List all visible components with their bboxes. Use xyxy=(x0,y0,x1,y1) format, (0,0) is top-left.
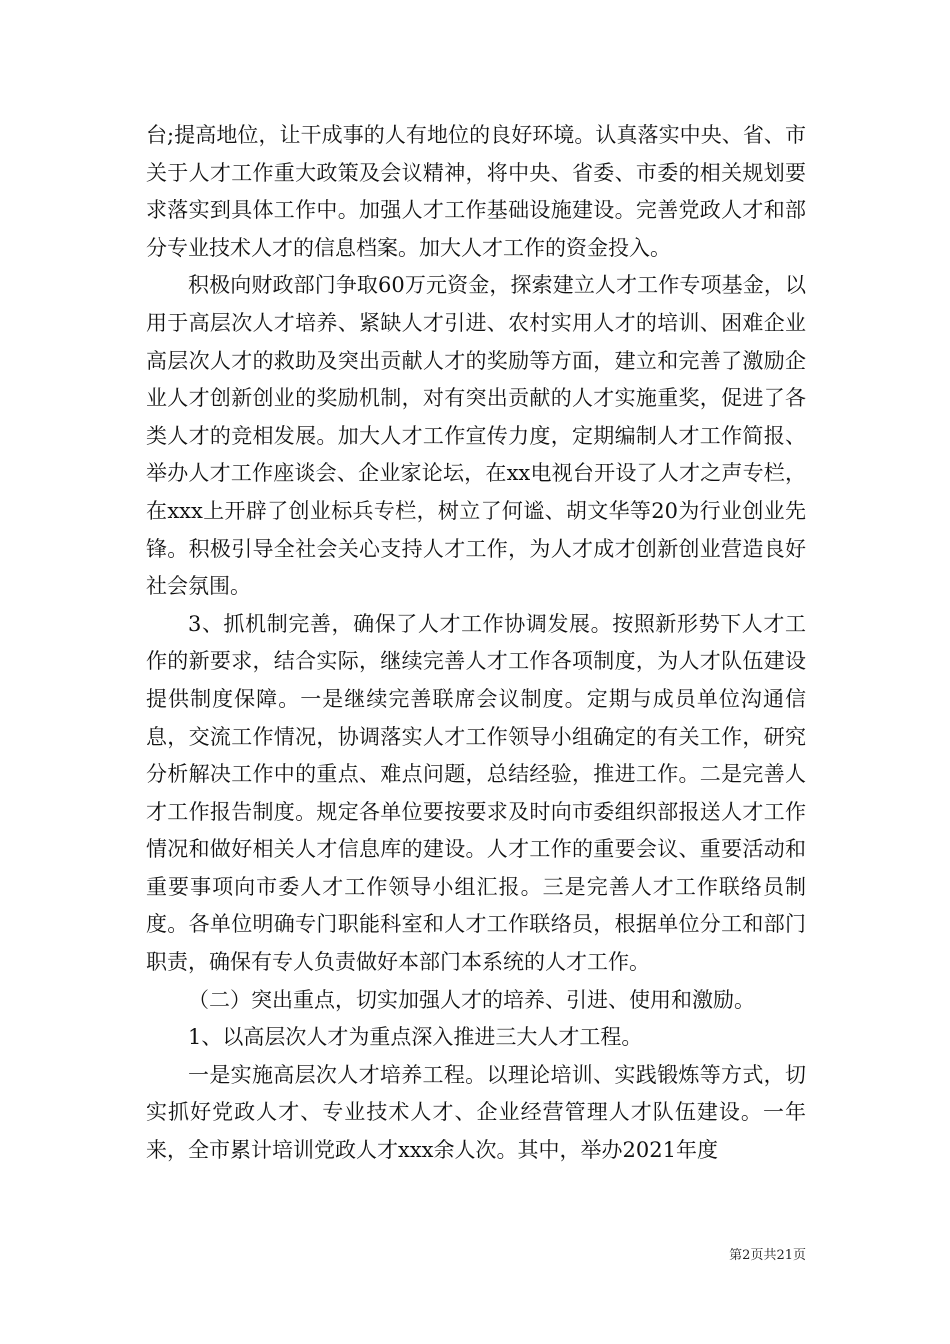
paragraph-3: 3、抓机制完善，确保了人才工作协调发展。按照新形势下人才工作的新要求，结合实际，继续完善人才工作各项制度，为人才队伍建设提供制度保障。一是继续完善联席会议制度。定期与成员单位沟通信息，交流工作情况，协调落实人才工作领导小组确定的有关工作，研究分析解决工作中的重点、难点问题，总结经验，推进工作。二是完善人才工作报告制度。规定各单位要按要求及时向市委组织部报送人才工作情况和做好相关人才信息库的建设。人才工作的重要会议、重要活动和重要事项向市委人才工作领导小组汇报。三是完善人才工作联络员制度。各单位明确专门职能科室和人才工作联络员，根据单位分工和部门职责，确保有专人负责做好本部门本系统的人才工作。 xyxy=(146,611,806,975)
document-body xyxy=(146,117,806,1170)
paragraph-6: 一是实施高层次人才培养工程。以理论培训、实践锻炼等方式，切实抓好党政人才、专业技术人才、企业经营管理人才队伍建设。一年来，全市累计培训党政人才xxx余人次。其中，举办2021年度 xyxy=(146,1062,806,1163)
paragraph-4: （二）突出重点，切实加强人才的培养、引进、使用和激励。 xyxy=(188,987,755,1012)
page-number: 第2页共21页 xyxy=(729,1248,806,1263)
paragraph-1: 台;提高地位，让干成事的人有地位的良好环境。认真落实中央、省、市关于人才工作重大政策及会议精神，将中央、省委、市委的相关规划要求落实到具体工作中。加强人才工作基础设施建设。完善党政人才和部分专业技术人才的信息档案。加大人才工作的资金投入。 xyxy=(146,123,806,260)
paragraph-2: 积极向财政部门争取60万元资金，探索建立人才工作专项基金，以用于高层次人才培养、紧缺人才引进、农村实用人才的培训、困难企业高层次人才的救助及突出贡献人才的奖励等方面，建立和完善了激励企业人才创新创业的奖励机制，对有突出贡献的人才实施重奖，促进了各类人才的竞相发展。加大人才工作宣传力度，定期编制人才工作简报、举办人才工作座谈会、企业家论坛，在xx电视台开设了人才之声专栏，在xxx上开辟了创业标兵专栏，树立了何谧、胡文华等20为行业创业先锋。积极引导全社会关心支持人才工作，为人才成才创新创业营造良好社会氛围。 xyxy=(146,273,806,599)
paragraph-5: 1、以高层次人才为重点深入推进三大人才工程。 xyxy=(188,1025,643,1050)
